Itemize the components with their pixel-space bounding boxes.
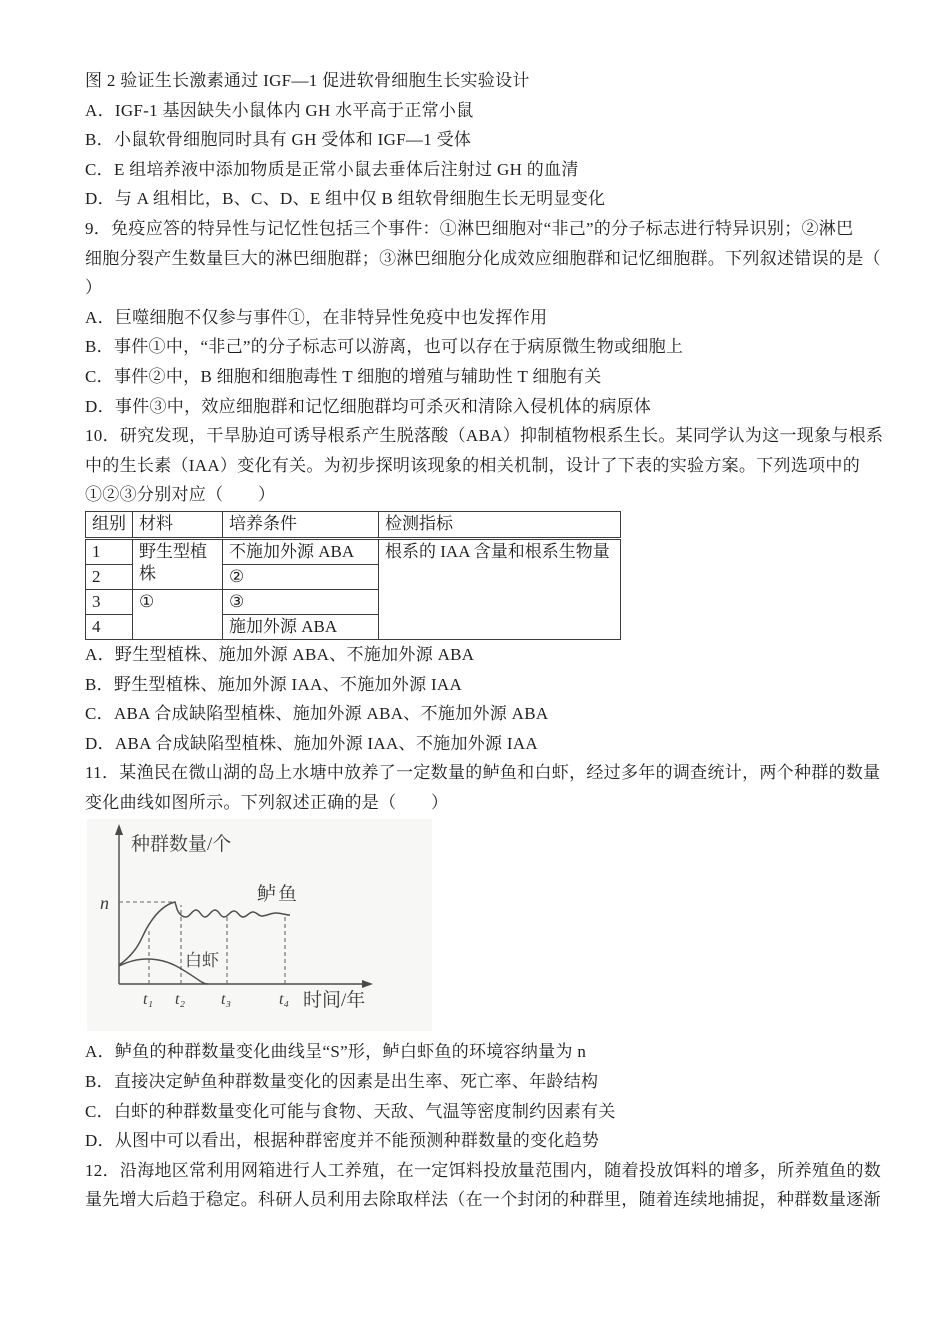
q9-stem-line-3: ） bbox=[85, 278, 103, 298]
q11-option-c: C．白虾的种群数量变化可能与食物、天敌、气温等密度制约因素有关 bbox=[85, 1101, 616, 1121]
y-axis-arrow-icon bbox=[115, 824, 123, 835]
figure-y-axis-label: 种群数量/个 bbox=[131, 834, 232, 856]
cell-condition-1: 不施加外源 ABA bbox=[223, 538, 379, 564]
q9-option-b: B．事件①中，“非己”的分子标志可以游离，也可以存在于病原微生物或细胞上 bbox=[85, 337, 684, 357]
q10-stem-line-1: 10．研究发现，干旱胁迫可诱导根系产生脱落酸（ABA）抑制植物根系生长。某同学认为这一现象与根系 bbox=[85, 426, 884, 446]
table-header-material: 材料 bbox=[133, 511, 223, 538]
q8-option-b: B．小鼠软骨细胞同时具有 GH 受体和 IGF—1 受体 bbox=[85, 130, 472, 150]
figure-n-tick-label: n bbox=[100, 893, 109, 914]
q8-option-c: C．E 组培养液中添加物质是正常小鼠去垂体后注射过 GH 的血清 bbox=[85, 159, 579, 179]
t1-tick-label: t₁ bbox=[143, 991, 154, 1009]
table-header-row bbox=[86, 511, 621, 538]
t3-tick-label: t₃ bbox=[221, 991, 232, 1009]
shrimp-curve-label: 白虾 bbox=[185, 951, 219, 971]
q10-experiment-table bbox=[85, 511, 621, 640]
q9-stem-line-1: 9．免疫应答的特异性与记忆性包括三个事件：①淋巴细胞对“非己”的分子标志进行特异识别；②淋巴 bbox=[85, 218, 854, 238]
q8-option-a: A．IGF-1 基因缺失小鼠体内 GH 水平高于正常小鼠 bbox=[85, 100, 474, 120]
q9-stem-line-2: 细胞分裂产生数量巨大的淋巴细胞群；③淋巴细胞分化成效应细胞群和记忆细胞群。下列叙述错误的是（ bbox=[85, 248, 881, 268]
page-content bbox=[85, 66, 884, 1215]
population-graph-svg bbox=[87, 819, 432, 1031]
cell-group-1: 1 bbox=[86, 538, 133, 564]
q10-stem-line-3: ①②③分别对应（ ） bbox=[85, 485, 276, 505]
q10-option-b: B．野生型植株、施加外源 IAA、不施加外源 IAA bbox=[85, 674, 463, 694]
table-header-indicator: 检测指标 bbox=[379, 511, 621, 538]
cell-group-3: 3 bbox=[86, 589, 133, 614]
q12-stem-line-1: 12．沿海地区常利用网箱进行人工养殖，在一定饵料投放量范围内，随着投放饵料的增多，所养殖鱼的数 bbox=[85, 1160, 882, 1180]
cell-group-2: 2 bbox=[86, 564, 133, 589]
t2-tick-label: t₂ bbox=[175, 991, 186, 1009]
cell-condition-4: 施加外源 ABA bbox=[223, 614, 379, 639]
q11-stem-line-2: 变化曲线如图所示。下列叙述正确的是（ ） bbox=[85, 792, 449, 812]
q11-option-a: A．鲈鱼的种群数量变化曲线呈“S”形，鲈白虾鱼的环境容纳量为 n bbox=[85, 1042, 587, 1062]
q12-stem-line-2: 量先增大后趋于稳定。科研人员利用去除取样法（在一个封闭的种群里，随着连续地捕捉，种群数量逐渐 bbox=[85, 1190, 881, 1210]
x-axis-arrow-icon bbox=[362, 980, 373, 988]
q8-figure-caption: 图 2 验证生长激素通过 IGF—1 促进软骨细胞生长实验设计 bbox=[85, 71, 530, 90]
figure-x-axis-label: 时间/年 bbox=[303, 990, 366, 1012]
t4-tick-label: t₄ bbox=[279, 991, 290, 1009]
q11-option-d: D．从图中可以看出，根据种群密度并不能预测种群数量的变化趋势 bbox=[85, 1131, 600, 1151]
q11-stem-line-1: 11．某渔民在微山湖的岛上水塘中放养了一定数量的鲈鱼和白虾，经过多年的调查统计，两个种群的数量 bbox=[85, 763, 881, 783]
cell-material-circled-1: ① bbox=[133, 589, 223, 639]
q10-option-c: C．ABA 合成缺陷型植株、施加外源 ABA、不施加外源 ABA bbox=[85, 704, 549, 724]
q8-option-d: D．与 A 组相比，B、C、D、E 组中仅 B 组软骨细胞生长无明显变化 bbox=[85, 189, 606, 209]
q9-option-a: A．巨噬细胞不仅参与事件①，在非特异性免疫中也发挥作用 bbox=[85, 307, 548, 327]
q10-option-a: A．野生型植株、施加外源 ABA、不施加外源 ABA bbox=[85, 644, 475, 664]
cell-indicator: 根系的 IAA 含量和根系生物量 bbox=[379, 538, 621, 639]
q9-option-d: D．事件③中，效应细胞群和记忆细胞群均可杀灭和清除入侵机体的病原体 bbox=[85, 396, 652, 416]
q11-population-graph bbox=[87, 819, 432, 1031]
cell-material-wildtype: 野生型植株 bbox=[133, 538, 223, 589]
q9-option-c: C．事件②中，B 细胞和细胞毒性 T 细胞的增殖与辅助性 T 细胞有关 bbox=[85, 366, 602, 386]
q10-stem-line-2: 中的生长素（IAA）变化有关。为初步探明该现象的相关机制，设计了下表的实验方案。下列选项中的 bbox=[85, 455, 861, 475]
table-header-condition: 培养条件 bbox=[223, 511, 379, 538]
cell-condition-2: ② bbox=[223, 564, 379, 589]
table-row bbox=[86, 538, 621, 564]
cell-group-4: 4 bbox=[86, 614, 133, 639]
q10-option-d: D．ABA 合成缺陷型植株、施加外源 IAA、不施加外源 IAA bbox=[85, 733, 539, 753]
perch-curve-label: 鲈鱼 bbox=[257, 884, 300, 906]
q11-option-b: B．直接决定鲈鱼种群数量变化的因素是出生率、死亡率、年龄结构 bbox=[85, 1072, 599, 1092]
table-header-group: 组别 bbox=[86, 511, 133, 538]
cell-condition-3: ③ bbox=[223, 589, 379, 614]
